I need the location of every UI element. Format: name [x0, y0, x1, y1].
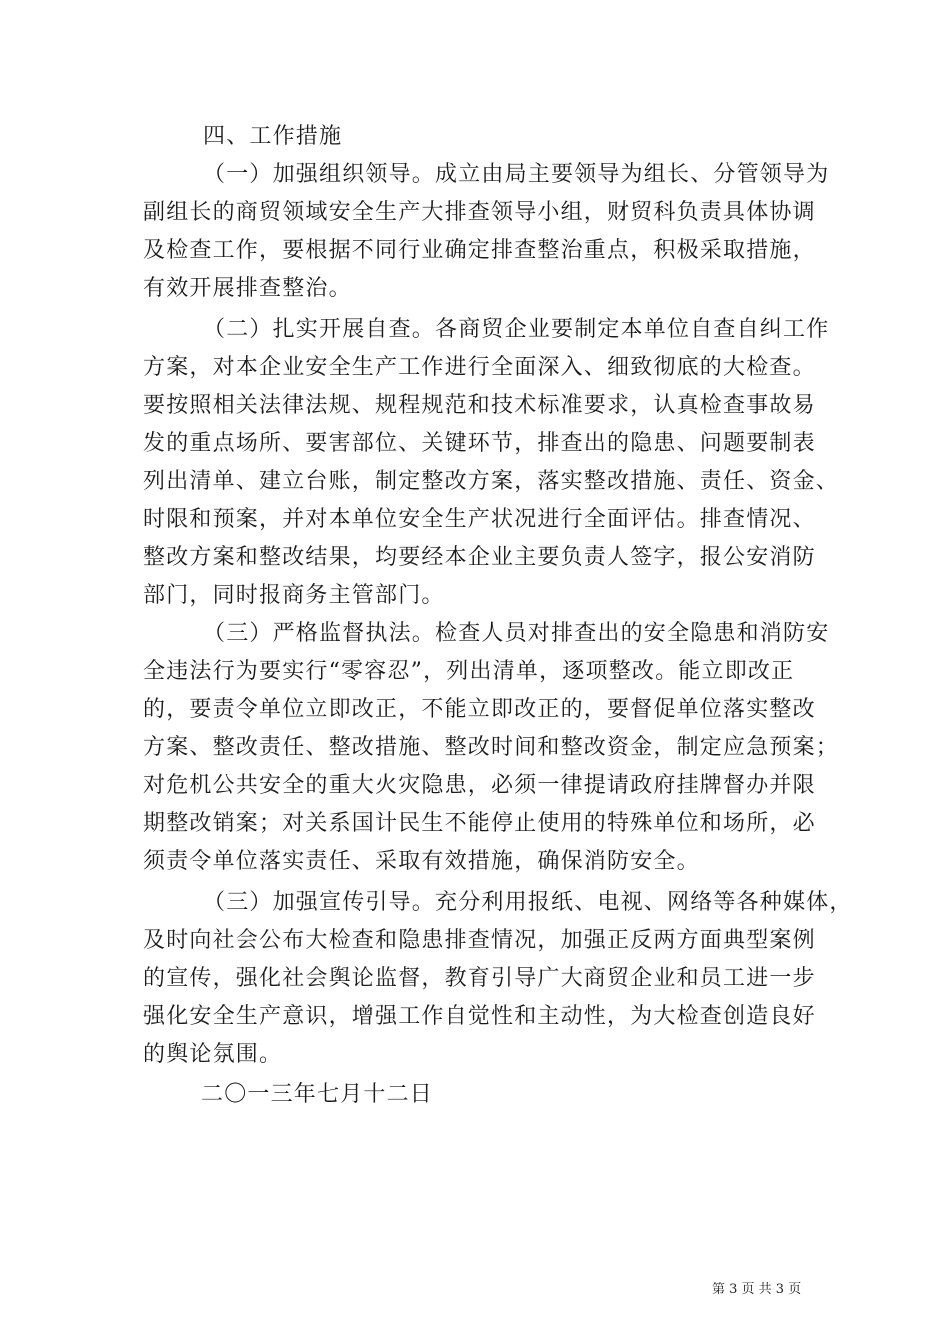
paragraph-line: 的舆论氛围。: [143, 1042, 283, 1067]
paragraph-line: （三）严格监督执法。检查人员对排查出的安全隐患和消防安: [203, 621, 830, 646]
paragraph-line: 的宣传，强化社会舆论监督，教育引导广大商贸企业和员工进一步: [143, 966, 816, 991]
paragraph-line: 及时向社会公布大检查和隐患排查情况，加强正反两方面典型案例: [143, 928, 816, 953]
paragraph-line: 部门，同时报商务主管部门。: [143, 583, 445, 608]
paragraph-line: （三）加强宣传引导。充分利用报纸、电视、网络等各种媒体，: [203, 890, 853, 915]
paragraph-line: 副组长的商贸领域安全生产大排查领导小组，财贸科负责具体协调: [143, 200, 816, 225]
paragraph-line: （一）加强组织领导。成立由局主要领导为组长、分管领导为: [203, 162, 830, 187]
paragraph-2: [143, 311, 840, 615]
paragraph-line: 对危机公共安全的重大火灾隐患，必须一律提请政府挂牌督办并限: [143, 773, 816, 798]
document-body: [143, 118, 853, 1114]
document-date: 二〇一三年七月十二日: [201, 1082, 434, 1107]
paragraph-line: 的，要责令单位立即改正，不能立即改正的，要督促单位落实整改: [143, 697, 816, 722]
paragraph-1: [143, 156, 829, 308]
paragraph-line: 列出清单、建立台账，制定整改方案，落实整改措施、责任、资金、: [143, 469, 840, 494]
paragraph-line: 须责令单位落实责任、采取有效措施，确保消防安全。: [143, 849, 700, 874]
page-footer: 第 3 页 共 3 页: [712, 1282, 802, 1297]
section-heading: 四、工作措施: [203, 124, 343, 149]
paragraph-line: 发的重点场所、要害部位、关键环节，排查出的隐患、问题要制表: [143, 431, 816, 456]
paragraph-line: 方案、整改责任、整改措施、整改时间和整改资金，制定应急预案；: [143, 735, 840, 760]
paragraph-line: 期整改销案；对关系国计民生不能停止使用的特殊单位和场所，必: [143, 811, 816, 836]
paragraph-4: [143, 884, 853, 1074]
paragraph-line: 整改方案和整改结果，均要经本企业主要负责人签字，报公安消防: [143, 545, 816, 570]
paragraph-line: 强化安全生产意识，增强工作自觉性和主动性，为大检查创造良好: [143, 1004, 816, 1029]
paragraph-line: 有效开展排查整治。: [143, 276, 352, 301]
paragraph-line: 要按照相关法律法规、规程规范和技术标准要求，认真检查事故易: [143, 393, 816, 418]
paragraph-line: 时限和预案，并对本单位安全生产状况进行全面评估。排查情况、: [143, 507, 816, 532]
paragraph-line: （二）扎实开展自查。各商贸企业要制定本单位自查自纠工作: [203, 317, 830, 342]
paragraph-line: 全违法行为要实行“零容忍”，列出清单，逐项整改。能立即改正: [143, 659, 795, 684]
paragraph-line: 及检查工作，要根据不同行业确定排查整治重点，积极采取措施，: [143, 238, 816, 263]
paragraph-3: [143, 615, 840, 881]
paragraph-line: 方案，对本企业安全生产工作进行全面深入、细致彻底的大检查。: [143, 355, 816, 380]
